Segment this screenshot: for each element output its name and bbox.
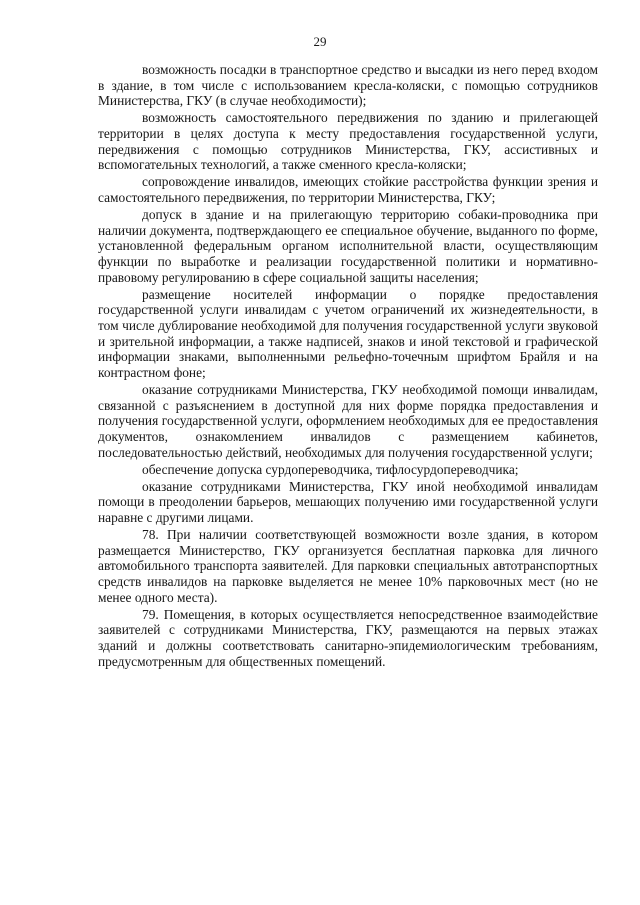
- paragraph-independent-movement: возможность самостоятельного передвижения по зданию и прилегающей территории в целях доступа к месту предоставления государственной услуги, передвижения с помощью сотрудников Министерства, ГКУ, ассистивных и вспомогательных технологий, а также сменного кресла-коляски;: [98, 110, 598, 173]
- paragraph-interpreter-access: обеспечение допуска сурдопереводчика, тифлосурдопереводчика;: [142, 461, 519, 477]
- paragraph-staff-assistance: оказание сотрудниками Министерства, ГКУ необходимой помощи инвалидам, связанной с разъяснением в доступной для них форме порядка предоставления и получения государственной услуги, оформлением необходимых для ее предоставления документов, ознакомлением инвалидов с размещением кабинетов, последовательностью действий, необходимых для получения государственной услуги;: [98, 382, 598, 460]
- page-number: 29: [313, 34, 327, 49]
- paragraph-escort: сопровождение инвалидов, имеющих стойкие расстройства функции зрения и самостоятельного передвижения, по территории Министерства, ГКУ;: [98, 174, 598, 205]
- paragraph-clause-79-premises: 79. Помещения, в которых осуществляется непосредственное взаимодействие заявителей с сотрудниками Министерства, ГКУ, размещаются на первых этажах зданий и должны соответствовать санитарно-эпидемиологическим требованиям, предусмотренным для общественных помещений.: [98, 606, 598, 669]
- paragraph-other-assistance: оказание сотрудниками Министерства, ГКУ иной необходимой инвалидам помощи в преодолении барьеров, мешающих получению ими государственной услуги наравне с другими лицами.: [98, 478, 598, 525]
- paragraph-guide-dog: допуск в здание и на прилегающую территорию собаки-проводника при наличии документа, подтверждающего ее специальное обучение, выданного по форме, установленной федеральным органом исполнительной власти, осуществляющим функции по выработке и реализации государственной политики и нормативно-правовому регулированию в сфере социальной защиты населения;: [98, 206, 598, 285]
- paragraph-boarding-assistance: возможность посадки в транспортное средство и высадки из него перед входом в здание, в том числе с использованием кресла-коляски, с помощью сотрудников Министерства, ГКУ (в случае необходимости);: [98, 62, 598, 109]
- document-body: [98, 62, 598, 671]
- paragraph-information-placement: размещение носителей информации о порядке предоставления государственной услуги инвалидам с учетом ограничений их жизнедеятельности, в том числе дублирование необходимой для получения государственной услуги звуковой и зрительной информации, а также надписей, знаков и иной текстовой и графической информации знаками, выполненными рельефно-точечным шрифтом Брайля и на контрастном фоне;: [98, 286, 598, 381]
- paragraph-clause-78-parking: 78. При наличии соответствующей возможности возле здания, в котором размещается Министерство, ГКУ организуется бесплатная парковка для личного автомобильного транспорта заявителей. Для парковки специальных автотранспортных средств инвалидов на парковке выделяется не менее 10% парковочных мест (но не менее одного места).: [98, 526, 598, 605]
